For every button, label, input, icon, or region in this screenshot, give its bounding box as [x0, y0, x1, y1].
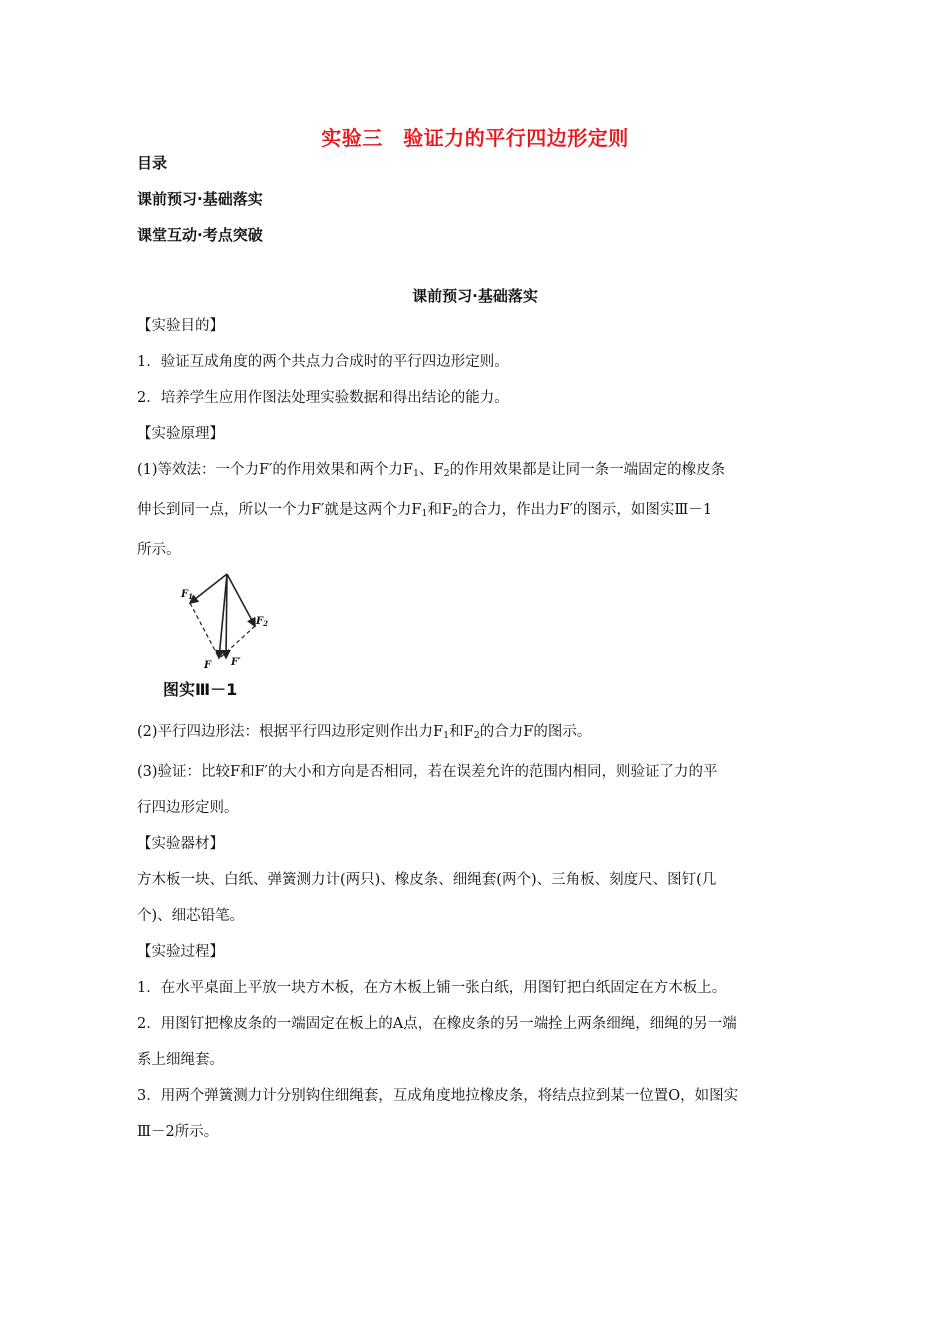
principle-p1-line3: 所示。	[137, 542, 181, 558]
equipment-heading: 【实验器材】	[137, 836, 224, 852]
dashed-edge-1	[190, 603, 219, 658]
text-run: 伸长到同一点，所以一个力F′就是这两个力F	[137, 502, 422, 518]
subscript-2: 2	[473, 730, 480, 741]
procedure-step-2-line2: 系上细绳套。	[137, 1052, 224, 1068]
document-title: 实验三 验证力的平行四边形定则	[321, 126, 629, 150]
principle-p3-line1: (3)验证：比较F和F′的大小和方向是否相同，若在误差允许的范围内相同，则验证了力的平	[137, 764, 718, 780]
text-run: 的合力，作出力F′的图示，如图实Ⅲ－1	[458, 502, 713, 518]
text-run: (1)等效法：一个力F′的作用效果和两个力F	[137, 462, 413, 478]
label-f: F	[204, 660, 212, 671]
label-f-prime: F′	[231, 657, 241, 668]
text-run: (2)平行四边形法：根据平行四边形定则作出力F	[137, 724, 444, 740]
vector-f2	[227, 574, 255, 626]
label-f2: $F_2$	[256, 616, 268, 628]
purpose-item-2: 2．培养学生应用作图法处理实验数据和得出结论的能力。	[137, 390, 509, 406]
equipment-line2: 个)、细芯铅笔。	[137, 908, 245, 924]
figure-caption: 图实Ⅲ－1	[163, 680, 238, 699]
subscript-1: 1	[412, 468, 419, 479]
principle-p1-line1	[137, 452, 837, 492]
equipment-line1: 方木板一块、白纸、弹簧测力计(两只)、橡皮条、细绳套(两个)、三角板、刻度尺、图钉(几	[137, 872, 717, 888]
principle-p3-line2: 行四边形定则。	[137, 800, 239, 816]
toc-item-preview[interactable]: 课前预习·基础落实	[137, 190, 263, 208]
text-run: 的合力F的图示。	[479, 724, 592, 740]
vector-f1	[190, 574, 227, 603]
toc-item-classroom[interactable]: 课堂互动·考点突破	[137, 226, 263, 244]
principle-p2	[137, 714, 837, 754]
procedure-step-1: 1．在水平桌面上平放一块方木板，在方木板上铺一张白纸，用图钉把白纸固定在方木板上。	[137, 980, 727, 996]
purpose-block	[137, 308, 837, 568]
procedure-heading: 【实验过程】	[137, 944, 224, 960]
subscript-2: 2	[443, 468, 450, 479]
subscript-2: 2	[452, 508, 459, 519]
principle-p1-line2	[137, 492, 837, 532]
text-run: 的作用效果都是让同一条一端固定的橡皮条	[449, 462, 726, 478]
subscript-1: 1	[443, 730, 450, 741]
purpose-heading: 【实验目的】	[137, 318, 224, 334]
principle-heading: 【实验原理】	[137, 426, 224, 442]
procedure-step-3-line2: Ⅲ－2所示。	[137, 1124, 219, 1140]
principle-cont-block	[137, 714, 837, 1150]
text-run: 、F	[419, 462, 444, 478]
text-run: 和F	[449, 724, 474, 740]
label-f1: $F_1$	[181, 589, 193, 601]
purpose-item-1: 1．验证互成角度的两个共点力合成时的平行四边形定则。	[137, 354, 509, 370]
procedure-step-3-line1: 3．用两个弹簧测力计分别钩住细绳套，互成角度地拉橡皮条，将结点拉到某一位置O，如图实	[137, 1088, 739, 1104]
dashed-edge-2	[220, 626, 255, 658]
section-heading: 课前预习·基础落实	[412, 287, 538, 305]
text-run: 和F	[427, 502, 453, 518]
procedure-step-2-line1: 2．用图钉把橡皮条的一端固定在板上的A点，在橡皮条的另一端拴上两条细绳，细绳的另一端	[137, 1016, 737, 1032]
vector-f-prime	[226, 574, 227, 658]
toc-heading: 目录	[137, 154, 168, 172]
subscript-1: 1	[421, 508, 428, 519]
